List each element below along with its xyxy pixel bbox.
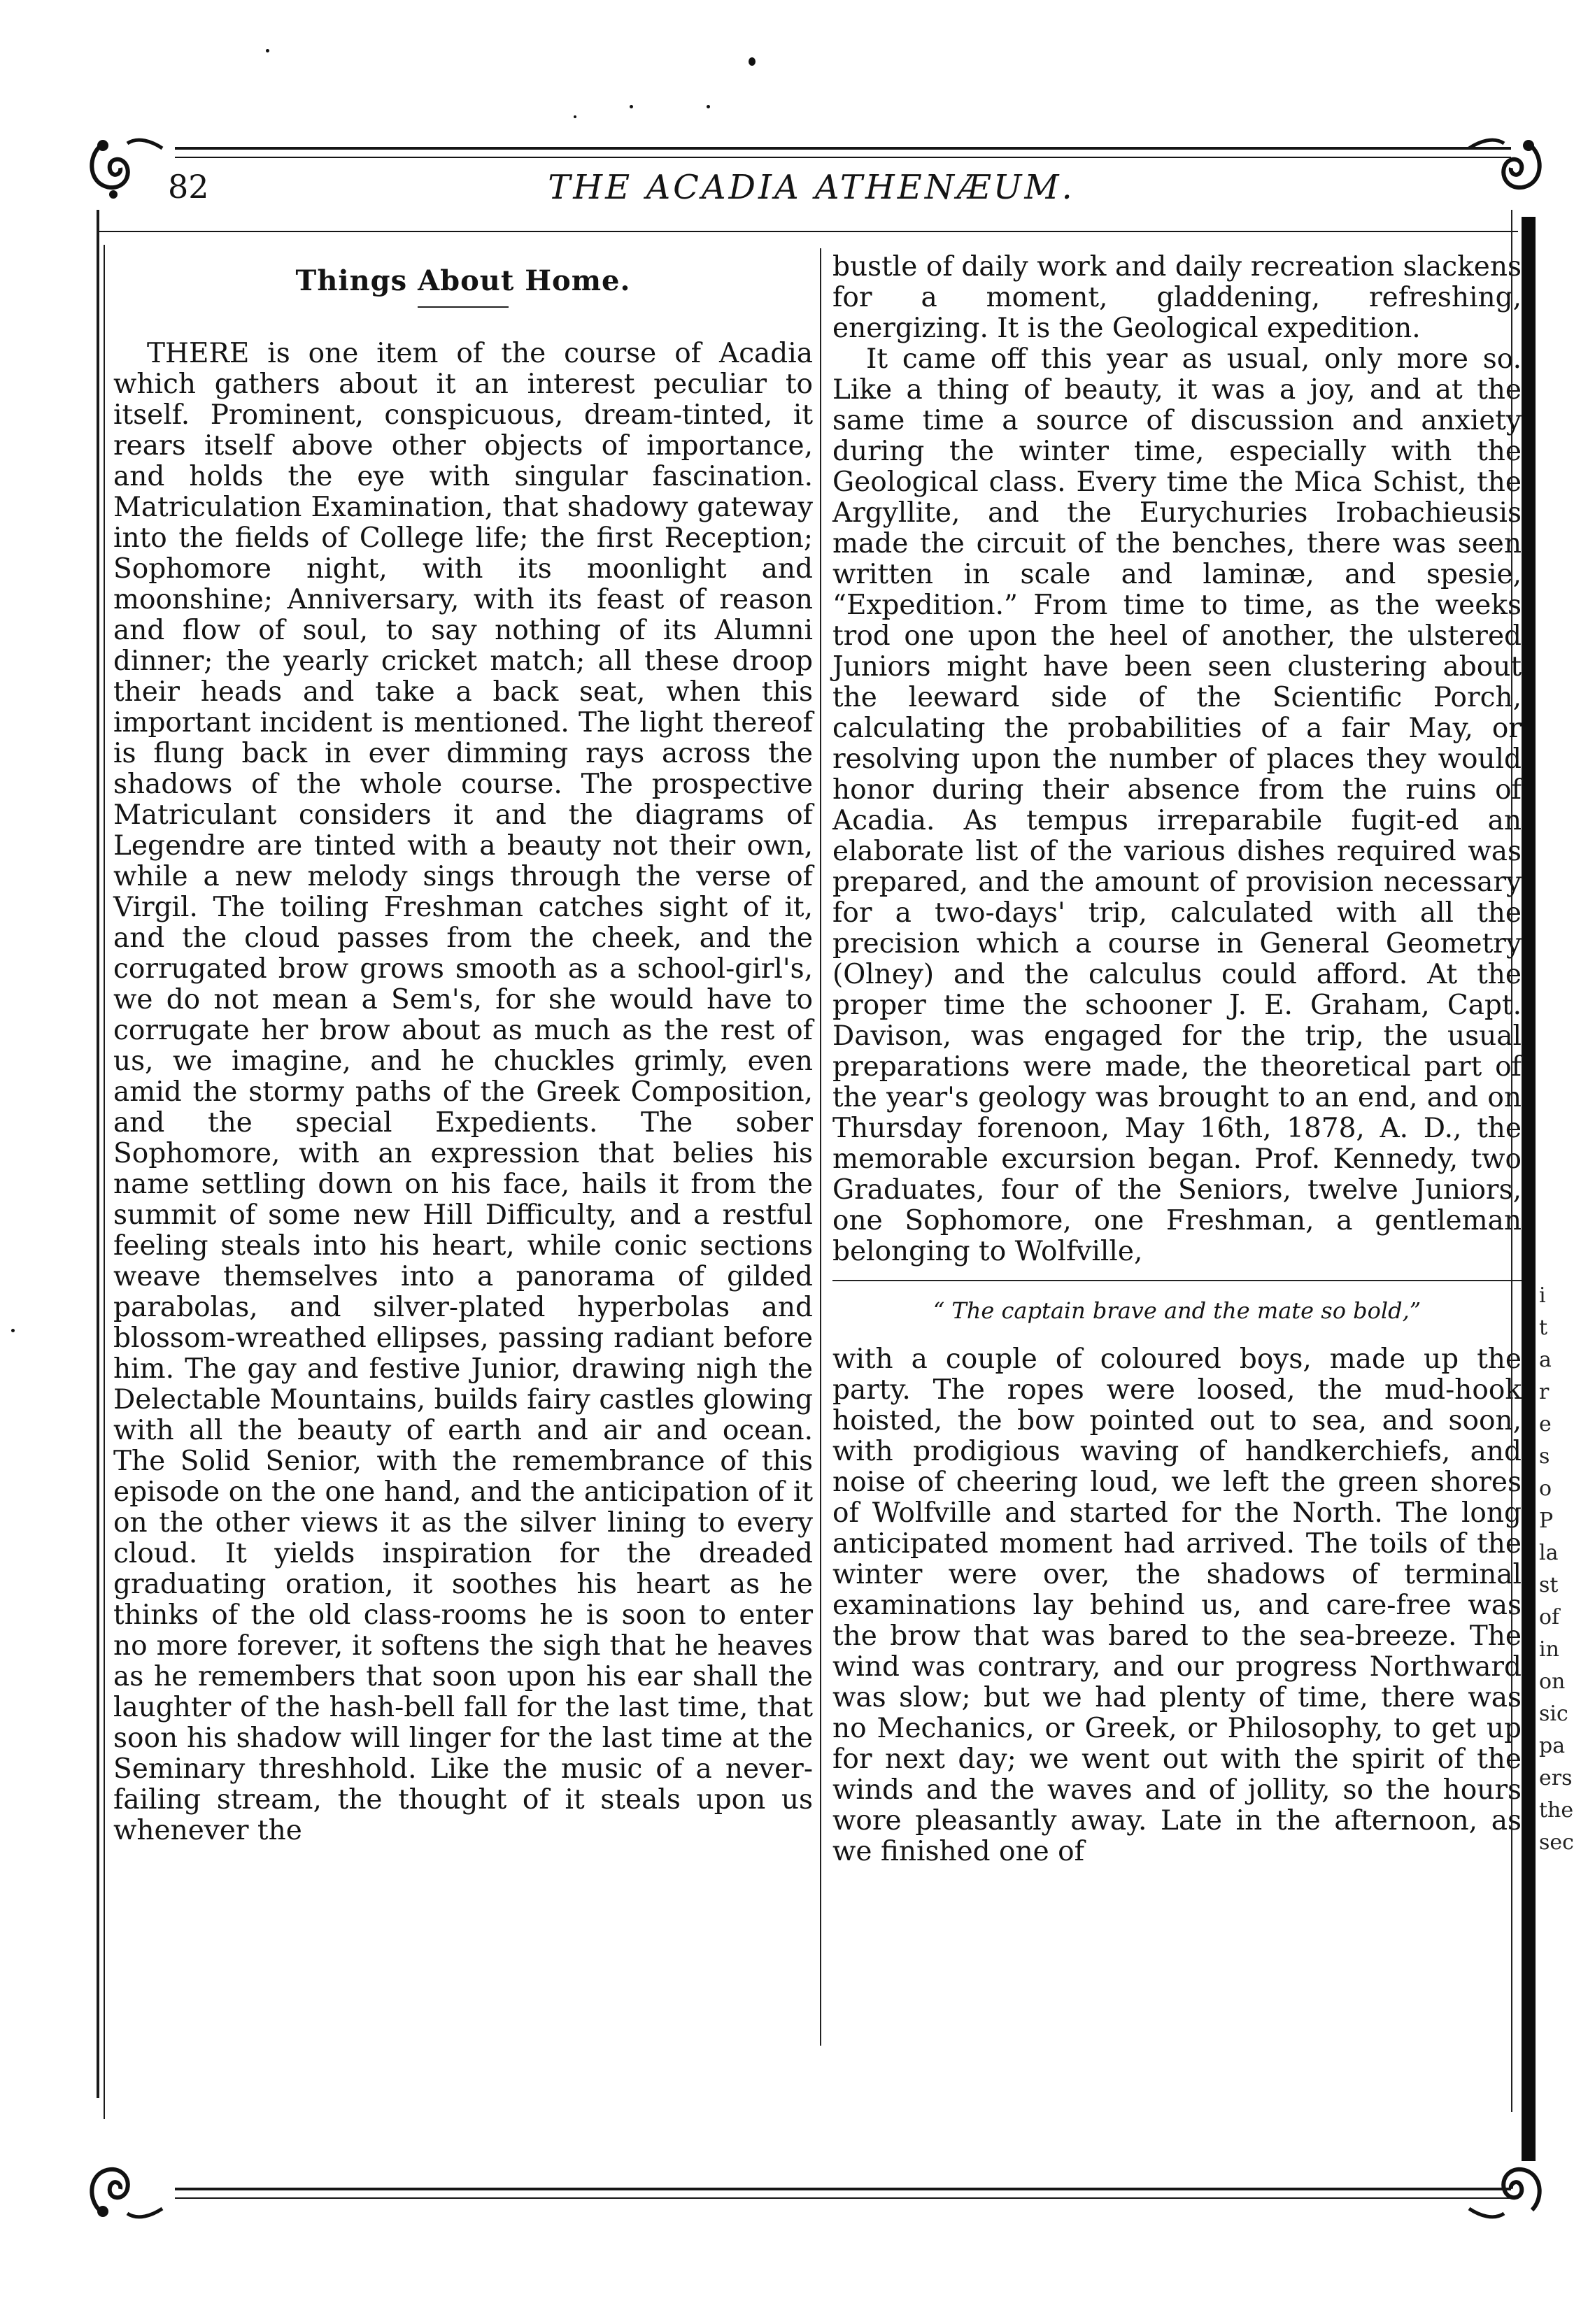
right-column (832, 252, 1522, 1867)
margin-fragment: i (1539, 1283, 1546, 1308)
right-paragraph-2: It came off this year as usual, only more so. Like a thing of beauty, it was a joy, and at the same time a source of discussion and anxiety during the winter time, especially with the Geological class. Every time the Mica Schist, the Argyllite, and the Eurychuries Irobachieusis made the circuit of the benches, there was seen written in scale and laminæ, and spesie, “Expedition.” From time to time, as the weeks trod one upon the heel of another, the ulstered Juniors might have been seen clustering about the leeward side of the Scientific Porch, calculating the probabilities of a fair May, or resolving upon the number of places they would honor during their absence from the ruins of Acadia. As tempus irreparabile fugit-ed an elaborate list of the various dishes required was prepared, and the amount of provision necessary for a two-days' trip, calculated with all the precision which a course in General Geometry (Olney) and the calculus could afford. At the proper time the schooner J. E. Graham, Capt. Davison, was engaged for the trip, the usual preparations were made, the theoretical part of the year's geology was brought to an end, and on Thursday forenoon, May 16th, 1878, A. D., the memorable excursion began. Prof. Kennedy, two Graduates, four of the Seniors, twelve Juniors, one Sophomore, one Freshman, a gentleman belonging to Wolfville, (832, 343, 1522, 1267)
article-title: Things About Home. (295, 264, 631, 297)
left-inner-frame-line (104, 245, 105, 2119)
margin-fragment: a (1539, 1348, 1552, 1372)
running-title: THE ACADIA ATHENÆUM. (548, 168, 1075, 207)
right-paragraph-3: with a couple of coloured boys, made up the party. The ropes were loosed, the mud-hook hoisted, the bow pointed out to sea, and soon, with prodigious waving of handkerchiefs, and noise of cheering loud, we left the green shores of Wolfville and started for the North. The long anticipated moment had arrived. The toils of the winter were over, the shadows of terminal examinations lay behind us, and care-free was the brow that was bared to the sea-breeze. The wind was contrary, and our progress Northward was slow; but we had plenty of time, there was no Mechanics, or Greek, or Philosophy, to get up for next day; we went out with the spirit of the winds and the waves and of jollity, so the hours wore pleasantly away. Late in the afternoon, as we finished one of (832, 1343, 1522, 1867)
margin-fragment: t (1539, 1316, 1548, 1340)
margin-fragment: of (1539, 1605, 1560, 1630)
verse-quote: “ The captain brave and the mate so bold,” (933, 1297, 1421, 1324)
margin-fragment: pa (1539, 1734, 1566, 1758)
left-column (113, 252, 813, 1846)
page-header (98, 168, 1525, 224)
bottom-rule (175, 2188, 1511, 2190)
left-paragraph: THERE is one item of the course of Acadia which gathers about it an interest peculiar to itself. Prominent, conspicuous, dream-tinted, it rears itself above other objects of importance, and holds the eye with singular fascination. Matriculation Examination, that shadowy gateway into the fields of College life; the first Reception; Sophomore night, with its moonlight and moonshine; Anniversary, with its feast of reason and flow of soul, to say nothing of its Alumni dinner; the yearly cricket match; all these droop their heads and take a back seat, when this important incident is mentioned. The light thereof is flung back in ever dimming rays across the shadows of the whole course. The prospective Matriculant considers it and the diagrams of Legendre are tinted with a beauty not their own, while a new melody sings through the verse of Virgil. The toiling Freshman catches sight of it, and the cloud passes from the cheek, and the corrugated brow grows smooth as a school-girl's, we do not mean a Sem's, for she would have to corrugate her brow about as much as the rest of us, we imagine, and he chuckles grimly, even amid the stormy paths of the Greek Composition, and the special Expedients. The sober Sophomore, with an expression that belies his name settling down on his face, hails it from the summit of some new Hill Difficulty, and a restful feeling steals into his heart, while conic sections weave themselves into a panorama of gilded parabolas, and silver-plated hyperbolas and blossom-wreathed ellipses, passing radiant before him. The gay and festive Junior, drawing nigh the Delectable Mountains, builds fairy castles glowing with all the beauty of earth and air and ocean. The Solid Senior, with the remembrance of this episode on the one hand, and the anticipation of it on the other views it as the silver lining to every cloud. It yields inspiration for the dreaded graduating oration, it soothes his heart as he thinks of the old class-rooms he is soon to enter no more forever, it softens the sigh that he heaves as he remembers that soon upon his ear shall the laughter of the hash-bell fall for the last time, that soon his shadow will linger for the last time at the Seminary threshhold. Like the music of a never-failing stream, the thought of it steals upon us whenever the (113, 338, 813, 1846)
margin-fragment: sic (1539, 1702, 1568, 1726)
page-number: 82 (168, 168, 209, 206)
margin-fragment: la (1539, 1541, 1559, 1565)
margin-fragment: on (1539, 1669, 1566, 1694)
top-rule (175, 147, 1511, 150)
margin-fragment: o (1539, 1476, 1552, 1501)
margin-fragment: st (1539, 1573, 1559, 1597)
margin-fragment: ers (1539, 1766, 1573, 1790)
margin-fragment: r (1539, 1380, 1550, 1404)
left-frame-line (97, 210, 99, 2098)
right-paragraph-1: bustle of daily work and daily recreation slackens for a moment, gladdening, refreshing, energizing. It is the Geological expedition. (832, 251, 1522, 344)
title-rule (418, 306, 509, 308)
binding-shadow (1522, 217, 1536, 2161)
margin-fragment: e (1539, 1412, 1552, 1437)
column-divider (820, 248, 821, 2046)
header-rule (98, 231, 1518, 232)
margin-fragment: in (1539, 1637, 1559, 1662)
margin-fragment: the (1539, 1798, 1574, 1823)
quote-rule (832, 1280, 1522, 1281)
margin-fragment: s (1539, 1444, 1550, 1469)
adjacent-page-fragments (1539, 1280, 1574, 1859)
margin-fragment: P (1539, 1509, 1554, 1533)
bottom-rule-thin (175, 2197, 1511, 2199)
margin-fragment: sec (1539, 1830, 1574, 1855)
bottom-left-ornament-icon (85, 2154, 176, 2224)
top-rule-thin (175, 157, 1511, 158)
